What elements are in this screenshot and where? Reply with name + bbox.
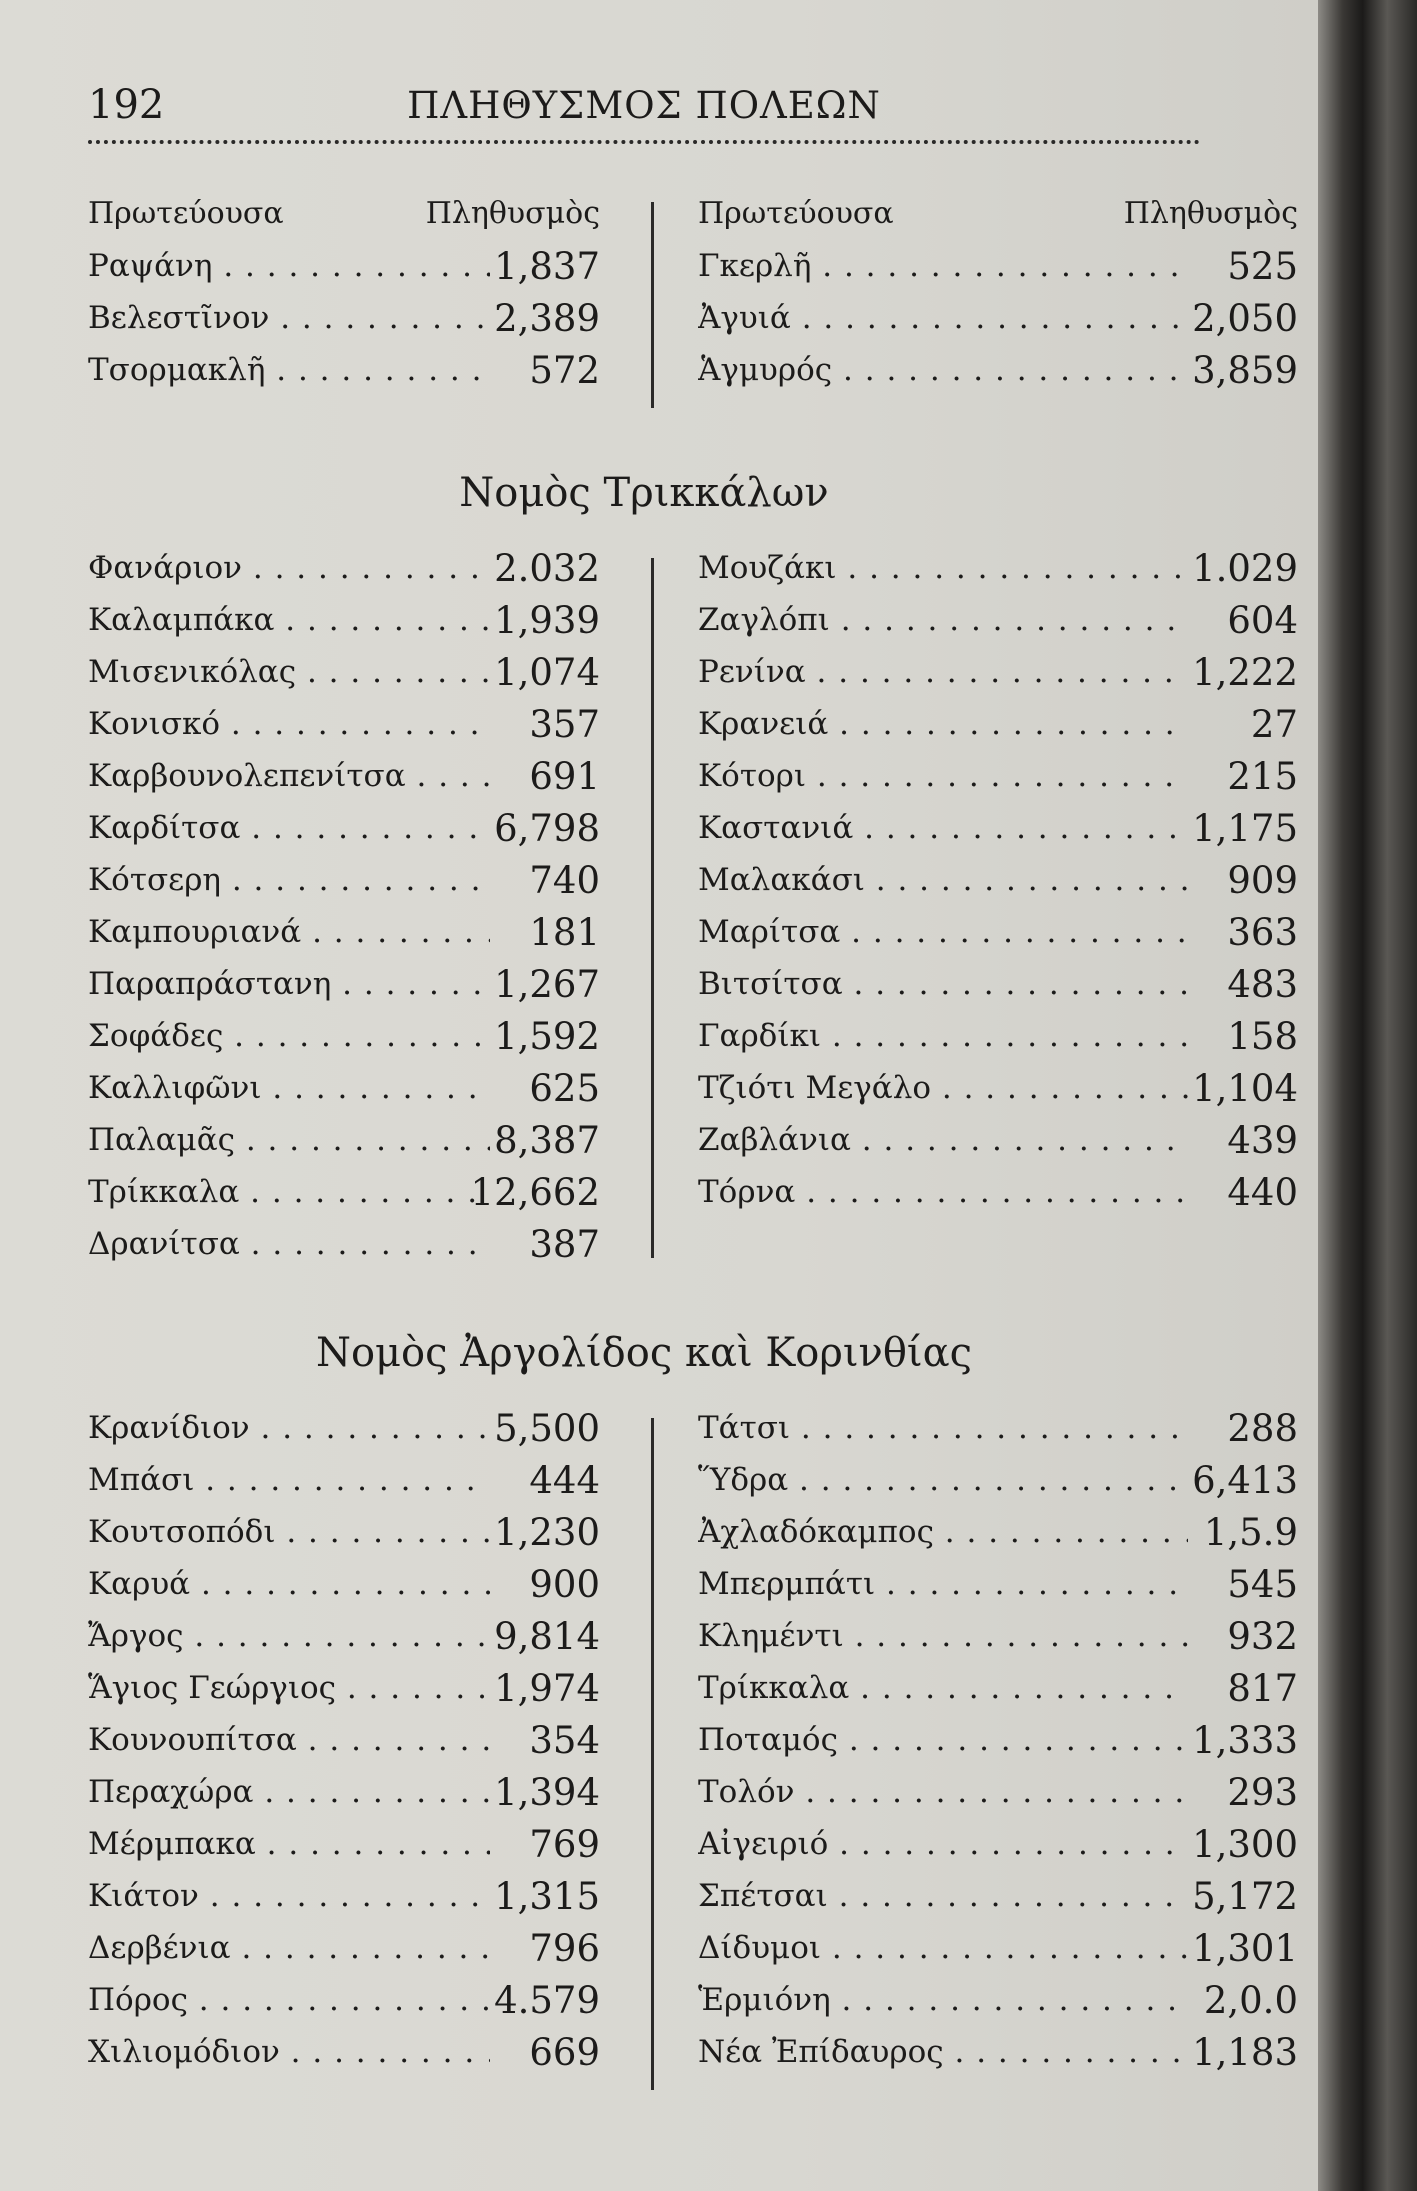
place-name: Βελεστῖνον . . . bbox=[88, 300, 490, 336]
population-value: 1,592 bbox=[494, 1015, 600, 1058]
population-value: 1,974 bbox=[494, 1667, 600, 1710]
table-row bbox=[88, 599, 600, 654]
table-row bbox=[698, 1119, 1298, 1174]
place-name: Μπερμπάτι . . . bbox=[698, 1566, 1188, 1602]
table-row bbox=[698, 1067, 1298, 1122]
place-name: Μέρμπακα . . . bbox=[88, 1826, 490, 1862]
place-name: Παλαμᾶς . . . bbox=[88, 1122, 490, 1158]
place-name: Τρίκκαλα . . . bbox=[698, 1670, 1188, 1706]
place-name: Κότσερη . . . bbox=[88, 862, 490, 898]
section-argolida bbox=[88, 1330, 1298, 2110]
table-row bbox=[88, 807, 600, 862]
place-name: Περαχώρα . . . bbox=[88, 1774, 490, 1810]
table-row bbox=[698, 547, 1298, 602]
population-value: 5,172 bbox=[1192, 1875, 1298, 1918]
place-name: Βιτσίτσα . . . bbox=[698, 966, 1188, 1002]
population-value: 181 bbox=[529, 911, 600, 954]
table-row bbox=[88, 1719, 600, 1774]
population-value: 5,500 bbox=[494, 1407, 600, 1450]
place-name: Μαλακάσι . . . bbox=[698, 862, 1188, 898]
place-name: Τόρνα . . . bbox=[698, 1174, 1188, 1210]
table-row bbox=[88, 1875, 600, 1930]
place-name: Τσορμακλῆ . . . bbox=[88, 352, 490, 388]
place-name: Καρβουνολεπενίτσα . . . bbox=[88, 758, 490, 794]
table-row bbox=[698, 755, 1298, 810]
page-header bbox=[88, 82, 1200, 142]
table-row bbox=[698, 1823, 1298, 1878]
table-row bbox=[88, 1171, 600, 1226]
table-row bbox=[698, 651, 1298, 706]
column-divider bbox=[651, 202, 654, 408]
left-column bbox=[88, 547, 600, 1278]
right-column bbox=[698, 547, 1298, 1226]
place-name: Καμπουριανά . . . bbox=[88, 914, 490, 950]
table-row bbox=[88, 1667, 600, 1722]
population-value: 1,230 bbox=[494, 1511, 600, 1554]
column-divider bbox=[651, 1418, 654, 2090]
place-name: Ρενίνα . . . bbox=[698, 654, 1188, 690]
place-name: Κρανίδιον . . . bbox=[88, 1410, 490, 1446]
table-row bbox=[698, 807, 1298, 862]
population-value: 4.579 bbox=[494, 1979, 600, 2022]
table-row bbox=[88, 245, 600, 300]
population-value: 1,183 bbox=[1192, 2031, 1298, 2074]
population-value: 691 bbox=[529, 755, 600, 798]
left-column bbox=[88, 1407, 600, 2086]
table-row bbox=[698, 1171, 1298, 1226]
population-value: 525 bbox=[1227, 245, 1298, 288]
capital-header: Πρωτεύουσα bbox=[88, 196, 284, 231]
place-name: Μπάσι . . . bbox=[88, 1462, 490, 1498]
table-row bbox=[88, 755, 600, 810]
population-value: 932 bbox=[1227, 1615, 1298, 1658]
place-name: Καλλιφῶνι . . . bbox=[88, 1070, 490, 1106]
table-row bbox=[88, 297, 600, 352]
population-value: 817 bbox=[1227, 1667, 1298, 1710]
table-row bbox=[698, 1875, 1298, 1930]
place-name: Ἅγιος Γεώργιος . . . bbox=[88, 1670, 490, 1706]
section-trikala-body bbox=[88, 547, 1298, 1280]
place-name: Τολόν . . . bbox=[698, 1774, 1188, 1810]
table-row bbox=[88, 963, 600, 1018]
population-value: 796 bbox=[529, 1927, 600, 1970]
population-value: 1,394 bbox=[494, 1771, 600, 1814]
place-name: Σοφάδες . . . bbox=[88, 1018, 490, 1054]
left-column bbox=[88, 196, 600, 404]
table-row bbox=[88, 1511, 600, 1566]
prefecture-title: Νομὸς Τρικκάλων bbox=[459, 470, 829, 516]
table-row bbox=[88, 1927, 600, 1982]
table-row bbox=[88, 1067, 600, 1122]
population-value: 1,104 bbox=[1192, 1067, 1298, 1110]
population-value: 1,301 bbox=[1192, 1927, 1298, 1970]
place-name: Αἰγειριό . . . bbox=[698, 1826, 1188, 1862]
place-name: Καστανιά . . . bbox=[698, 810, 1188, 846]
place-name: Ζαγλόπι . . . bbox=[698, 602, 1188, 638]
place-name: Κουτσοπόδι . . . bbox=[88, 1514, 490, 1550]
population-value: 27 bbox=[1250, 703, 1298, 746]
header-rule bbox=[88, 140, 1200, 144]
table-row bbox=[698, 297, 1298, 352]
place-name: Κιάτον . . . bbox=[88, 1878, 490, 1914]
table-row bbox=[698, 1927, 1298, 1982]
section-top-right-list bbox=[698, 245, 1298, 404]
population-value: 483 bbox=[1227, 963, 1298, 1006]
table-row bbox=[698, 1615, 1298, 1670]
section-argolida-left-list bbox=[88, 1407, 600, 2086]
table-row bbox=[698, 349, 1298, 404]
place-name: Μουζάκι . . . bbox=[698, 550, 1188, 586]
population-value: 6,413 bbox=[1192, 1459, 1298, 1502]
table-row bbox=[698, 963, 1298, 1018]
population-value: 6,798 bbox=[494, 807, 600, 850]
population-value: 440 bbox=[1227, 1171, 1298, 1214]
section-top bbox=[88, 196, 1298, 408]
population-value: 1,300 bbox=[1192, 1823, 1298, 1866]
population-value: 2,389 bbox=[494, 297, 600, 340]
population-value: 604 bbox=[1227, 599, 1298, 642]
table-row bbox=[88, 911, 600, 966]
capital-header: Πρωτεύουσα bbox=[698, 196, 894, 231]
table-row bbox=[88, 2031, 600, 2086]
table-row bbox=[88, 1563, 600, 1618]
population-value: 8,387 bbox=[494, 1119, 600, 1162]
population-value: 12,662 bbox=[470, 1171, 600, 1214]
place-name: Κότορι . . . bbox=[698, 758, 1188, 794]
population-value: 1,222 bbox=[1192, 651, 1298, 694]
population-value: 3,859 bbox=[1192, 349, 1298, 392]
population-value: 1,175 bbox=[1192, 807, 1298, 850]
place-name: Ἑρμιόνη . . . bbox=[698, 1982, 1188, 2018]
place-name: Χιλιομόδιον . . . bbox=[88, 2034, 490, 2070]
place-name: Τάτσι . . . bbox=[698, 1410, 1188, 1446]
table-row bbox=[88, 651, 600, 706]
table-row bbox=[88, 1459, 600, 1514]
place-name: Νέα Ἐπίδαυρος . . . bbox=[698, 2034, 1188, 2070]
section-top-left-list bbox=[88, 245, 600, 404]
table-row bbox=[698, 1771, 1298, 1826]
column-header bbox=[698, 196, 1298, 248]
table-row bbox=[88, 547, 600, 602]
population-value: 215 bbox=[1227, 755, 1298, 798]
table-row bbox=[88, 1407, 600, 1462]
place-name: Καρυά . . . bbox=[88, 1566, 490, 1602]
place-name: Γκερλῆ . . . bbox=[698, 248, 1188, 284]
place-name: Ἀγυιά . . . bbox=[698, 300, 1188, 336]
population-value: 1,333 bbox=[1192, 1719, 1298, 1762]
population-value: 1,074 bbox=[494, 651, 600, 694]
table-row bbox=[698, 1719, 1298, 1774]
table-row bbox=[88, 1119, 600, 1174]
population-value: 439 bbox=[1227, 1119, 1298, 1162]
population-value: 1,5.9 bbox=[1203, 1511, 1298, 1554]
table-row bbox=[698, 859, 1298, 914]
place-name: Φανάριον . . . bbox=[88, 550, 490, 586]
section-trikala-right-list bbox=[698, 547, 1298, 1226]
column-divider bbox=[651, 558, 654, 1258]
population-value: 158 bbox=[1227, 1015, 1298, 1058]
table-row bbox=[698, 911, 1298, 966]
place-name: Ποταμός . . . bbox=[698, 1722, 1188, 1758]
population-value: 288 bbox=[1227, 1407, 1298, 1450]
section-trikala-left-list bbox=[88, 547, 600, 1278]
place-name: Ἁγμυρός . . . bbox=[698, 352, 1188, 388]
place-name: Γαρδίκι . . . bbox=[698, 1018, 1188, 1054]
place-name: Τζιότι Μεγάλο . . . bbox=[698, 1070, 1188, 1106]
place-name: Ἄργος . . . bbox=[88, 1618, 490, 1654]
place-name: Κονισκό . . . bbox=[88, 706, 490, 742]
population-value: 1,267 bbox=[494, 963, 600, 1006]
population-value: 387 bbox=[529, 1223, 600, 1266]
place-name: Δίδυμοι . . . bbox=[698, 1930, 1188, 1966]
place-name: Ζαβλάνια . . . bbox=[698, 1122, 1188, 1158]
table-row bbox=[698, 1459, 1298, 1514]
table-row bbox=[698, 703, 1298, 758]
population-value: 769 bbox=[529, 1823, 600, 1866]
table-row bbox=[698, 1407, 1298, 1462]
population-value: 1,837 bbox=[494, 245, 600, 288]
population-header: Πληθυσμὸς bbox=[425, 196, 600, 231]
population-value: 909 bbox=[1227, 859, 1298, 902]
table-row bbox=[88, 1015, 600, 1070]
table-row bbox=[698, 245, 1298, 300]
prefecture-title: Νομὸς Ἀργολίδος καὶ Κορινθίας bbox=[315, 1330, 973, 1376]
place-name: Καλαμπάκα . . . bbox=[88, 602, 490, 638]
place-name: Ραψάνη . . . bbox=[88, 248, 490, 284]
table-row bbox=[88, 1979, 600, 2034]
table-row bbox=[88, 1771, 600, 1826]
book-gutter-edge bbox=[1318, 0, 1417, 2191]
table-row bbox=[88, 859, 600, 914]
table-row bbox=[698, 1511, 1298, 1566]
running-title: ΠΛΗΘΥΣΜΟΣ ΠΟΛΕΩΝ bbox=[407, 84, 881, 127]
table-row bbox=[88, 1223, 600, 1278]
population-value: 9,814 bbox=[494, 1615, 600, 1658]
table-row bbox=[88, 1823, 600, 1878]
section-argolida-right-list bbox=[698, 1407, 1298, 2086]
place-name: Ὕδρα . . . bbox=[698, 1462, 1188, 1498]
page-number: 192 bbox=[88, 82, 165, 128]
population-value: 740 bbox=[529, 859, 600, 902]
table-row bbox=[698, 1015, 1298, 1070]
place-name: Μαρίτσα . . . bbox=[698, 914, 1188, 950]
table-row bbox=[88, 349, 600, 404]
place-name: Μισενικόλας . . . bbox=[88, 654, 490, 690]
population-value: 2.032 bbox=[494, 547, 600, 590]
population-value: 1,315 bbox=[494, 1875, 600, 1918]
population-value: 293 bbox=[1227, 1771, 1298, 1814]
table-row bbox=[698, 599, 1298, 654]
section-trikala bbox=[88, 470, 1298, 1280]
place-name: Κλημέντι . . . bbox=[698, 1618, 1188, 1654]
right-column bbox=[698, 1407, 1298, 2086]
place-name: Δερβένια . . . bbox=[88, 1930, 490, 1966]
table-row bbox=[698, 1979, 1298, 2034]
place-name: Κρανειά . . . bbox=[698, 706, 1188, 742]
right-column bbox=[698, 196, 1298, 404]
column-header bbox=[88, 196, 600, 248]
population-value: 444 bbox=[529, 1459, 600, 1502]
population-value: 669 bbox=[529, 2031, 600, 2074]
table-row bbox=[698, 2031, 1298, 2086]
population-value: 900 bbox=[529, 1563, 600, 1606]
population-value: 625 bbox=[529, 1067, 600, 1110]
table-row bbox=[88, 1615, 600, 1670]
population-value: 2,0.0 bbox=[1203, 1979, 1298, 2022]
population-value: 1,939 bbox=[494, 599, 600, 642]
population-value: 357 bbox=[529, 703, 600, 746]
table-row bbox=[698, 1563, 1298, 1618]
place-name: Δρανίτσα . . . bbox=[88, 1226, 490, 1262]
population-value: 545 bbox=[1227, 1563, 1298, 1606]
population-value: 2,050 bbox=[1192, 297, 1298, 340]
population-value: 363 bbox=[1227, 911, 1298, 954]
population-header: Πληθυσμὸς bbox=[1123, 196, 1298, 231]
population-value: 354 bbox=[529, 1719, 600, 1762]
place-name: Κουνουπίτσα . . . bbox=[88, 1722, 490, 1758]
place-name: Καρδίτσα . . . bbox=[88, 810, 490, 846]
place-name: Ἀχλαδόκαμπος . . . bbox=[698, 1514, 1188, 1550]
table-row bbox=[698, 1667, 1298, 1722]
population-value: 572 bbox=[529, 349, 600, 392]
population-value: 1.029 bbox=[1192, 547, 1298, 590]
place-name: Σπέτσαι . . . bbox=[698, 1878, 1188, 1914]
place-name: Πόρος . . . bbox=[88, 1982, 490, 2018]
table-row bbox=[88, 703, 600, 758]
section-argolida-body bbox=[88, 1407, 1298, 2110]
place-name: Παραπράστανη . . . bbox=[88, 966, 490, 1002]
place-name: Τρίκκαλα . . . bbox=[88, 1174, 490, 1210]
